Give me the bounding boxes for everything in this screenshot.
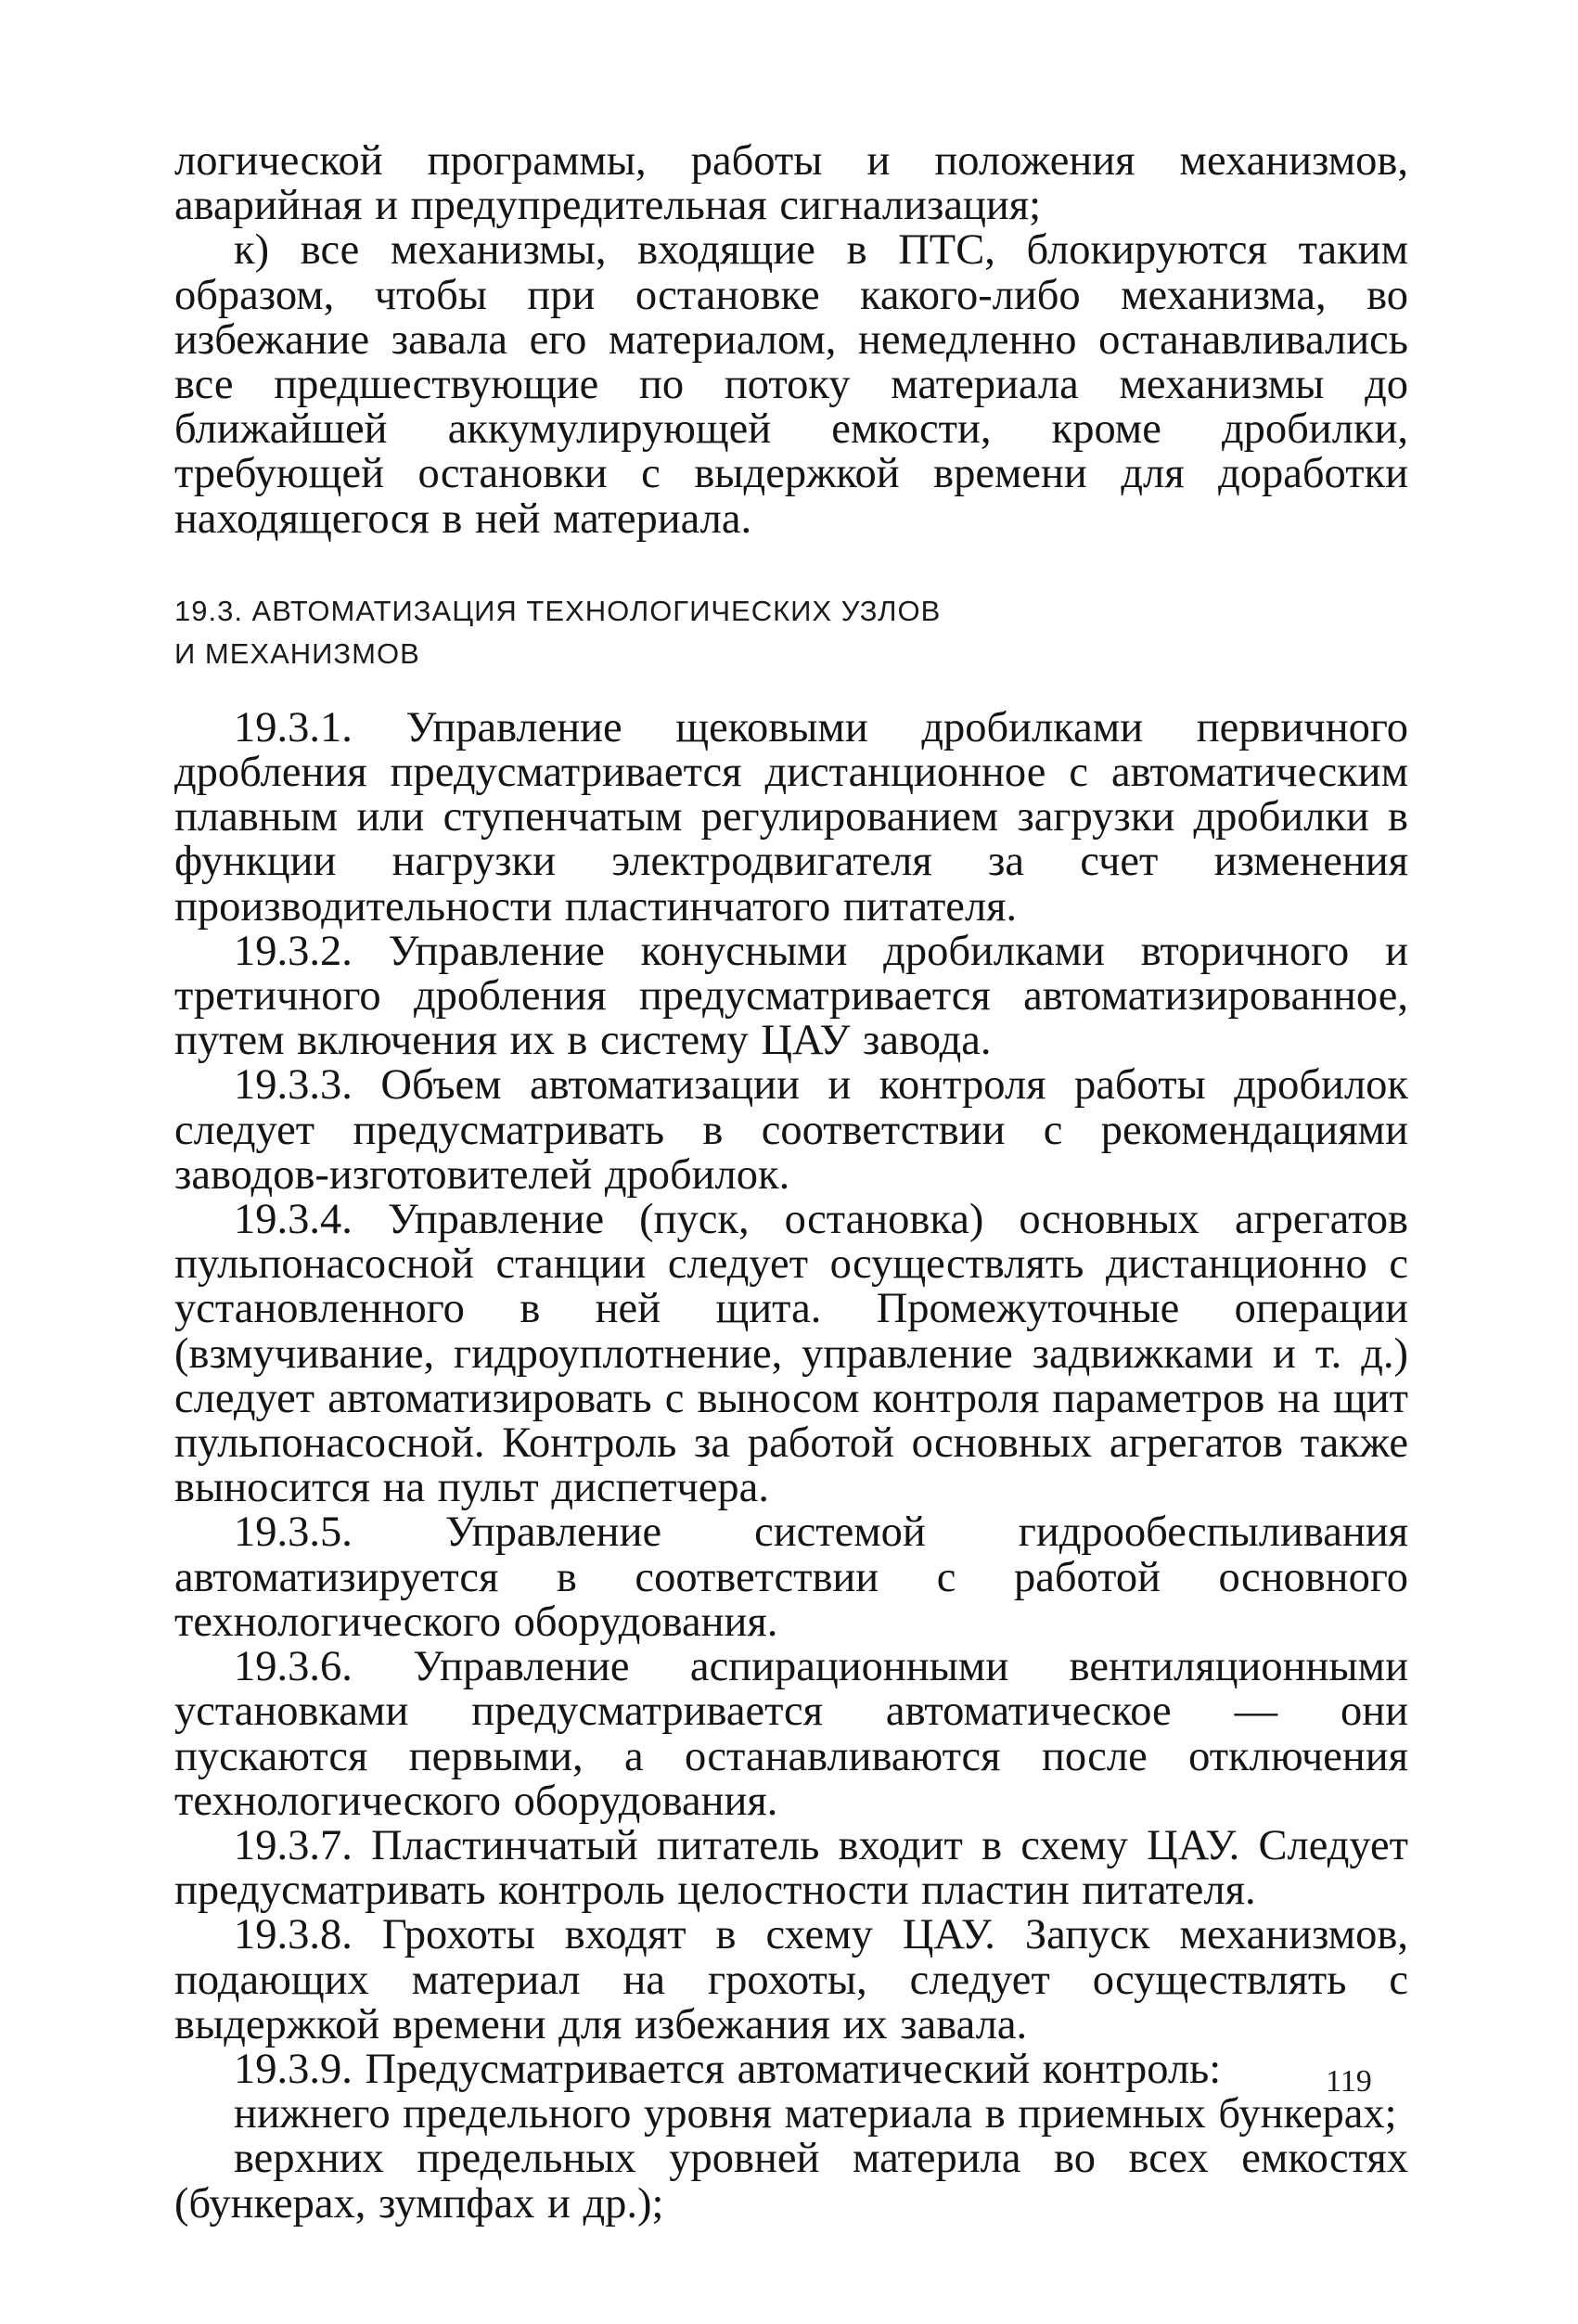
- paragraph-19-3-4: 19.3.4. Управление (пуск, остановка) основных агрегатов пульпонасосной станции следует осуществлять дистанционно с установленного в ней щита. Промежуточные операции (взмучивание, гидроуплотнение, управление задвижками и т. д.) следует автоматизировать с выносом контроля параметров на щит пульпонасосной. Контроль за работой основных агрегатов также выносится на пульт диспетчера.: [174, 1196, 1408, 1512]
- paragraph-19-3-1: 19.3.1. Управление щековыми дробилками первичного дробления предусматривается дистанционное с автоматическим плавным или ступенчатым регулированием загрузки дробилки в функции нагрузки электродвигателя за счет изменения производительности пластинчатого питателя.: [174, 703, 1408, 931]
- list-item-upper-levels: верхних предельных уровней материла во всех емкостях (бункерах, зумпфах и др.);: [174, 2135, 1408, 2228]
- paragraph-19-3-9: 19.3.9. Предусматривается автоматический контроль:: [234, 2045, 1222, 2093]
- paragraph-19-3-3: 19.3.3. Объем автоматизации и контроля работы дробилок следует предусматривать в соответствии с рекомендациями заводов-изготовителей дробилок.: [174, 1061, 1408, 1199]
- paragraph-19-3-2: 19.3.2. Управление конусными дробилками вторичного и третичного дробления предусматривается автоматизированное, путем включения их в систему ЦАУ завода.: [174, 927, 1408, 1065]
- paragraph-19-3-8: 19.3.8. Грохоты входят в схему ЦАУ. Запуск механизмов, подающих материал на грохоты, следует осуществлять с выдержкой времени для избежания их завала.: [174, 1911, 1408, 2048]
- paragraph-19-3-7: 19.3.7. Пластинчатый питатель входит в схему ЦАУ. Следует предусматривать контроль целостности пластин питателя.: [174, 1821, 1408, 1915]
- paragraph-item-k: к) все механизмы, входящие в ПТС, блокируются таким образом, чтобы при остановке какого-либо механизма, во избежание завала его материалом, немедленно останавливались все предшествующие по потоку материала механизмы до ближайшей аккумулирующей емкости, кроме дробилки, требующей остановки с выдержкой времени для доработки находящегося в ней материала.: [174, 226, 1408, 543]
- list-item-lower-level: нижнего предельного уровня материала в приемных бункерах;: [234, 2090, 1397, 2138]
- page-body: [174, 139, 1408, 2227]
- paragraph-19-3-6: 19.3.6. Управление аспирационными вентиляционными установками предусматривается автоматическое — они пускаются первыми, а останавливаются после отключения технологического оборудования.: [174, 1643, 1408, 1825]
- page-number: 119: [1326, 2064, 1372, 2099]
- section-heading-line-2: И МЕХАНИЗМОВ: [174, 636, 420, 670]
- section-heading-line-1: 19.3. АВТОМАТИЗАЦИЯ ТЕХНОЛОГИЧЕСКИХ УЗЛОВ: [174, 594, 942, 627]
- paragraph-continuation: логической программы, работы и положения механизмов, аварийная и предупредительная сигнализация;: [174, 137, 1408, 230]
- paragraph-19-3-5: 19.3.5. Управление системой гидрообеспыливания автоматизируется в соответствии с работой основного технологического оборудования.: [174, 1509, 1408, 1646]
- section-heading: [174, 590, 1408, 675]
